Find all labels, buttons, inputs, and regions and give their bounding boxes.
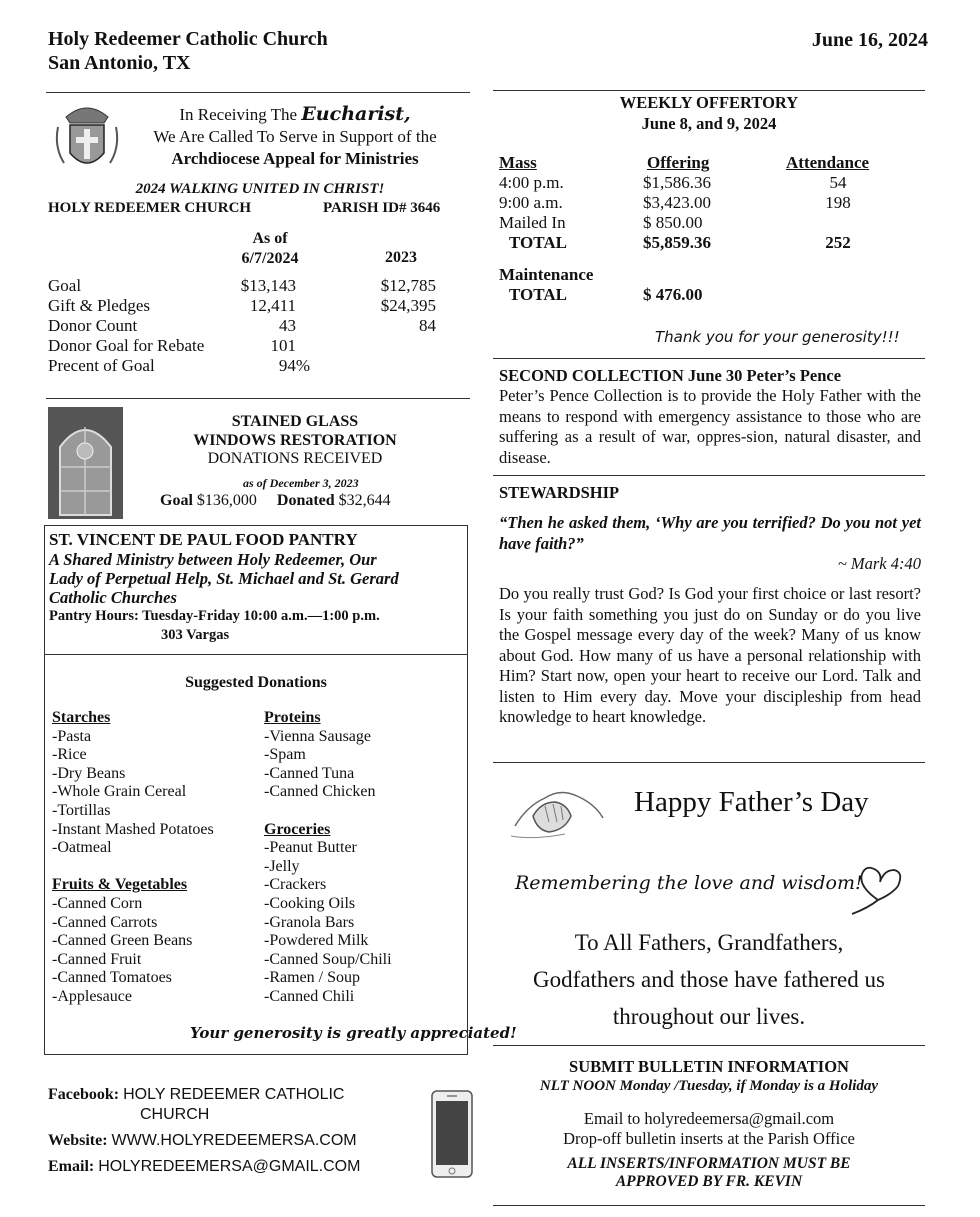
list-item: -Ramen / Soup bbox=[264, 969, 360, 987]
starches-list bbox=[52, 709, 214, 1007]
submit-dropoff: Drop-off bulletin inserts at the Parish Office bbox=[563, 1129, 855, 1148]
list-item: -Whole Grain Cereal bbox=[52, 783, 187, 801]
appeal-title: Archdiocese Appeal for Ministries bbox=[171, 149, 419, 168]
offertory-total-attendance: 252 bbox=[825, 233, 851, 252]
bulletin-date: June 16, 2024 bbox=[811, 29, 928, 51]
proteins-heading: Proteins bbox=[264, 709, 321, 726]
maintenance-label: Maintenance bbox=[499, 265, 594, 284]
pantry-hours: Pantry Hours: Tuesday-Friday 10:00 a.m.—1:00 p.m. bbox=[49, 608, 380, 624]
archdiocese-crest-icon bbox=[52, 97, 122, 177]
list-item: -Peanut Butter bbox=[264, 839, 357, 857]
list-item: -Powdered Milk bbox=[264, 932, 369, 950]
appeal-row-label: Goal bbox=[48, 276, 82, 295]
list-item: -Crackers bbox=[264, 876, 327, 894]
list-item: -Canned Chili bbox=[264, 987, 355, 1005]
fathers-day-title: Happy Father’s Day bbox=[634, 786, 869, 818]
fathers-day-line3: throughout our lives. bbox=[612, 1004, 806, 1029]
email-label: Email: bbox=[48, 1158, 95, 1175]
pantry-sub-3: Catholic Churches bbox=[49, 588, 177, 607]
submit-deadline: NLT NOON Monday /Tuesday, if Monday is a Holiday bbox=[539, 1078, 879, 1094]
offertory-thanks: Thank you for your generosity!!! bbox=[655, 328, 900, 346]
appeal-row-label: Donor Count bbox=[48, 316, 138, 335]
stained-title-3: DONATIONS RECEIVED bbox=[207, 450, 383, 467]
groceries-heading: Groceries bbox=[264, 820, 331, 838]
offertory-offering: $3,423.00 bbox=[643, 193, 711, 212]
list-item: -Dry Beans bbox=[52, 764, 126, 782]
fathers-day-script: Remembering the love and wisdom! bbox=[515, 872, 863, 894]
list-item: -Vienna Sausage bbox=[264, 727, 371, 745]
list-item: -Oatmeal bbox=[52, 839, 112, 857]
list-item: -Spam bbox=[264, 746, 306, 764]
appeal-line2: We Are Called To Serve in Support of the bbox=[153, 127, 437, 146]
maintenance-total: $ 476.00 bbox=[643, 285, 703, 304]
pantry-sub-2: Lady of Perpetual Help, St. Michael and St. Gerard bbox=[49, 569, 399, 588]
pantry-sub-1: A Shared Ministry between Holy Redeemer, Our bbox=[49, 550, 377, 569]
appeal-col1-head-1: As of bbox=[252, 230, 288, 247]
appeal-row-value: 12,411 bbox=[249, 296, 296, 315]
appeal-church-label: HOLY REDEEMER CHURCH bbox=[48, 200, 252, 216]
offertory-mass: 9:00 a.m. bbox=[499, 193, 563, 212]
appeal-parish-id: PARISH ID# 3646 bbox=[323, 200, 441, 216]
appeal-row-value: 101 bbox=[270, 336, 296, 355]
appeal-row-value-2023: $12,785 bbox=[380, 276, 436, 295]
offertory-total-label: TOTAL bbox=[509, 233, 567, 252]
list-item: -Rice bbox=[52, 746, 87, 764]
starches-heading: Starches bbox=[52, 709, 111, 726]
list-item: -Cooking Oils bbox=[264, 894, 356, 912]
appeal-row-label: Precent of Goal bbox=[48, 356, 155, 375]
stained-goal-value: $136,000 bbox=[196, 492, 257, 509]
appeal-row-value: 43 bbox=[279, 316, 296, 335]
fathers-day-line1: To All Fathers, Grandfathers, bbox=[574, 930, 844, 955]
list-item: -Canned Corn bbox=[52, 894, 143, 912]
stained-glass-window-icon bbox=[48, 407, 123, 519]
facebook-value-line2: CHURCH bbox=[140, 1106, 210, 1123]
appeal-col1-head-2: 6/7/2024 bbox=[241, 250, 299, 267]
submit-email: Email to holyredeemersa@gmail.com bbox=[583, 1109, 835, 1128]
list-item: -Instant Mashed Potatoes bbox=[52, 820, 214, 838]
appeal-row-value: 94% bbox=[278, 356, 310, 375]
appeal-line1-text: In Receiving The bbox=[179, 105, 298, 124]
appeal-row-label: Gift & Pledges bbox=[48, 296, 150, 315]
offertory-title: WEEKLY OFFERTORY bbox=[619, 93, 799, 112]
second-collection-body: Peter’s Pence Collection is to provide the Holy Father with the means to respond with emergency assistance to those who are suffering as a result of war, oppres-sion, natural disaster, and disease. bbox=[499, 386, 921, 467]
offertory-offering: $1,586.36 bbox=[643, 173, 711, 192]
eucharist-script: Eucharist, bbox=[301, 103, 411, 125]
suggested-donations-title: Suggested Donations bbox=[185, 674, 327, 691]
second-collection-title: SECOND COLLECTION June 30 Peter’s Pence bbox=[499, 366, 842, 385]
fathers-day-line2: Godfathers and those have fathered us bbox=[533, 967, 885, 992]
submit-title: SUBMIT BULLETIN INFORMATION bbox=[569, 1057, 849, 1076]
proteins-list bbox=[264, 709, 392, 1007]
submit-approval-2: APPROVED BY FR. KEVIN bbox=[615, 1173, 803, 1190]
maintenance-total-label: TOTAL bbox=[509, 285, 567, 304]
list-item: -Canned Green Beans bbox=[52, 932, 193, 950]
stewardship-body: Do you really trust God? Is God your first choice or last resort? Is your faith something you just do on Sunday or do you live the Gospel message every day of the week? Many of us know about God. How many of us have a personal relationship with Him? Start now, open your heart to receive our Lord. Talk and listen to Him every day. Move your discipleship from head knowledge to heart knowledge. bbox=[499, 584, 921, 726]
facebook-label: Facebook: bbox=[48, 1086, 120, 1103]
offertory-col-mass: Mass bbox=[499, 153, 537, 172]
pantry-thanks-script: Your generosity is greatly appreciated! bbox=[190, 1024, 517, 1042]
church-name: Holy Redeemer Catholic Church bbox=[48, 28, 328, 50]
offertory-mass: Mailed In bbox=[499, 213, 566, 232]
offertory-col-attendance: Attendance bbox=[786, 153, 870, 172]
appeal-col2-head: 2023 bbox=[385, 249, 417, 266]
list-item: -Granola Bars bbox=[264, 913, 355, 931]
appeal-row-value-2023: 84 bbox=[419, 316, 436, 335]
pantry-address: 303 Vargas bbox=[161, 627, 230, 643]
submit-approval-1: ALL INSERTS/INFORMATION MUST BE bbox=[567, 1155, 851, 1172]
smartphone-icon bbox=[431, 1090, 473, 1178]
offertory-total-offering: $5,859.36 bbox=[643, 233, 711, 252]
appeal-theme: 2024 WALKING UNITED IN CHRIST! bbox=[135, 181, 385, 197]
website-label: Website: bbox=[48, 1132, 108, 1149]
appeal-row-label: Donor Goal for Rebate bbox=[48, 336, 205, 355]
stewardship-citation: ~ Mark 4:40 bbox=[837, 554, 921, 573]
offertory-dates: June 8, and 9, 2024 bbox=[641, 114, 777, 133]
stained-donated-label: Donated bbox=[276, 492, 335, 509]
facebook-value: HOLY REDEEMER CATHOLIC bbox=[123, 1086, 345, 1103]
praying-hands-icon bbox=[505, 778, 610, 843]
stewardship-title: STEWARDSHIP bbox=[499, 483, 620, 502]
stewardship-quote: “Then he asked them, ‘Why are you terrified? Do you not yet have faith?” bbox=[499, 513, 921, 553]
offertory-offering: $ 850.00 bbox=[643, 213, 703, 232]
list-item: -Canned Chicken bbox=[264, 783, 376, 801]
list-item: -Canned Fruit bbox=[52, 950, 142, 968]
offertory-mass: 4:00 p.m. bbox=[499, 173, 564, 192]
stained-goal-label: Goal bbox=[160, 492, 193, 509]
heart-icon bbox=[848, 862, 918, 917]
list-item: -Canned Soup/Chili bbox=[264, 950, 392, 968]
website-link[interactable]: WWW.HOLYREDEEMERSA.COM bbox=[111, 1132, 357, 1149]
stained-as-of: as of December 3, 2023 bbox=[243, 476, 359, 490]
pantry-title: ST. VINCENT DE PAUL FOOD PANTRY bbox=[49, 530, 358, 549]
list-item: -Canned Carrots bbox=[52, 913, 158, 931]
stained-title-2: WINDOWS RESTORATION bbox=[193, 431, 397, 449]
list-item: -Canned Tomatoes bbox=[52, 969, 172, 987]
email-link[interactable]: HOLYREDEEMERSA@GMAIL.COM bbox=[98, 1158, 361, 1175]
appeal-row-value: $13,143 bbox=[240, 276, 296, 295]
offertory-attendance: 198 bbox=[825, 193, 851, 212]
church-city: San Antonio, TX bbox=[48, 52, 191, 74]
list-item: -Tortillas bbox=[52, 801, 111, 819]
fruits-heading: Fruits & Vegetables bbox=[52, 876, 188, 894]
list-item: -Jelly bbox=[264, 857, 300, 875]
list-item: -Applesauce bbox=[52, 987, 132, 1005]
stained-donated-value: $32,644 bbox=[338, 492, 391, 509]
offertory-attendance: 54 bbox=[829, 173, 847, 192]
list-item: -Pasta bbox=[52, 727, 92, 745]
appeal-row-value-2023: $24,395 bbox=[380, 296, 436, 315]
offertory-col-offering: Offering bbox=[647, 153, 710, 172]
list-item: -Canned Tuna bbox=[264, 764, 355, 782]
stained-title-1: STAINED GLASS bbox=[231, 413, 359, 430]
